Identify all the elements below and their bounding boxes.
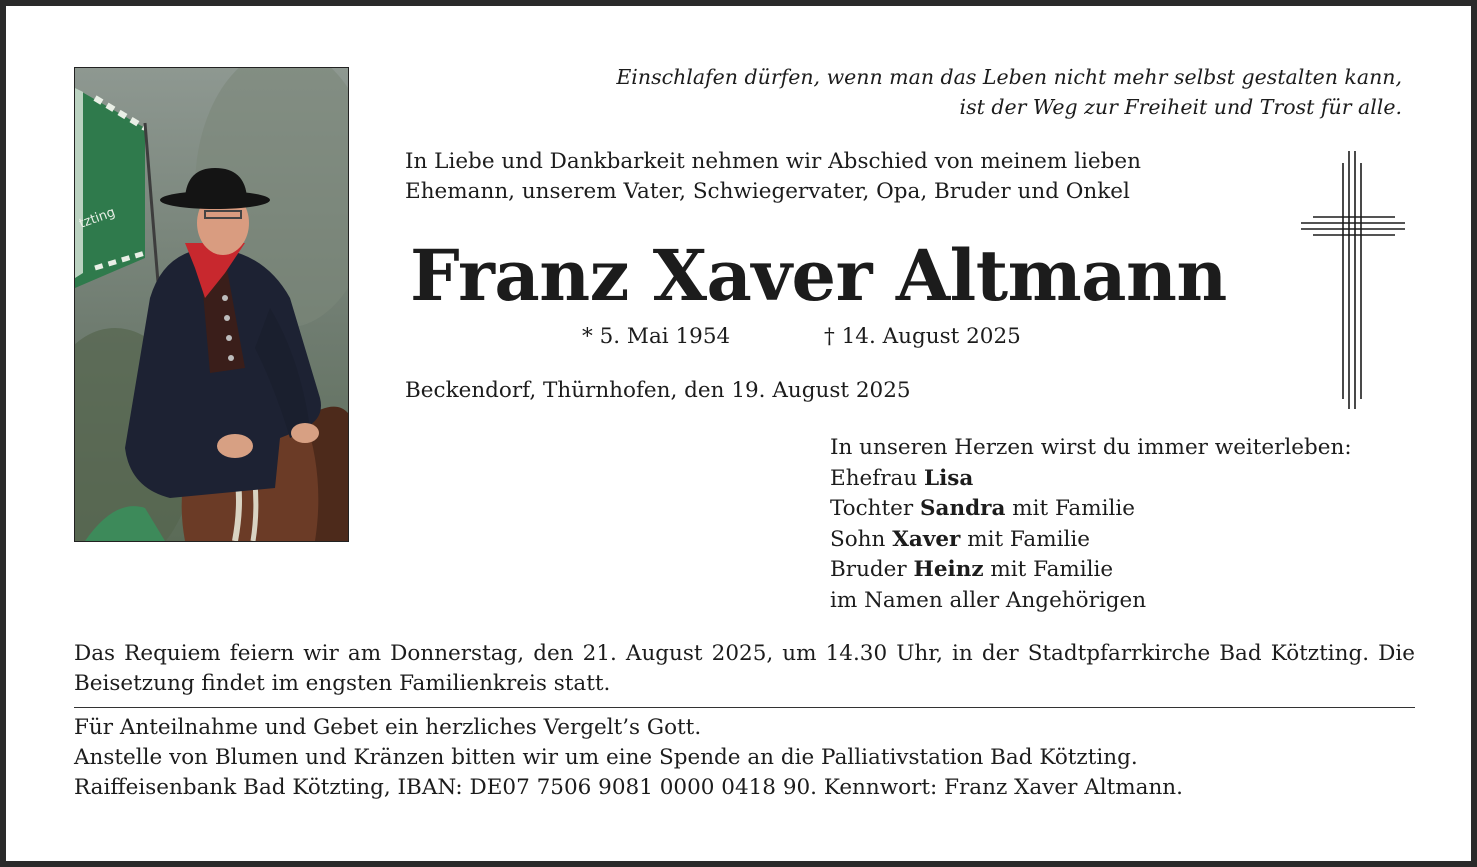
family-member-name: Xaver bbox=[892, 526, 961, 552]
family-member-name: Sandra bbox=[920, 496, 1006, 521]
family-member bbox=[830, 555, 1352, 586]
flag-text: tzting bbox=[77, 204, 118, 232]
family-relation: Ehefrau bbox=[830, 465, 918, 491]
family-relation: Tochter bbox=[830, 496, 914, 521]
death-date: † 14. August 2025 bbox=[824, 324, 1021, 349]
family-relation: Bruder bbox=[830, 557, 907, 582]
place-date: Beckendorf, Thürnhofen, den 19. August 2025 bbox=[405, 378, 911, 403]
family-suffix: mit Familie bbox=[1012, 496, 1135, 521]
family-suffix: mit Familie bbox=[990, 557, 1114, 582]
motto-line-2: ist der Weg zur Freiheit und Trost für alle. bbox=[959, 95, 1402, 119]
family-suffix: mit Familie bbox=[967, 526, 1090, 552]
intro-text bbox=[405, 147, 1141, 207]
requiem-notice: Das Requiem feiern wir am Donnerstag, den 21. August 2025, um 14.30 Uhr, in der Stadtpfarrkirche Bad Kötzting. Die Beisetzung findet im engsten Familienkreis statt. bbox=[74, 641, 1415, 696]
portrait-photo bbox=[74, 67, 349, 542]
closing-line-1: Für Anteilnahme und Gebet ein herzliches Vergelt’s Gott. bbox=[74, 715, 702, 740]
intro-line-1: In Liebe und Dankbarkeit nehmen wir Abschied von meinem lieben bbox=[405, 149, 1141, 174]
birth-date: * 5. Mai 1954 bbox=[582, 324, 731, 349]
family-member bbox=[830, 525, 1352, 556]
family-member-name: Heinz bbox=[913, 557, 984, 582]
closing-line-3: Raiffeisenbank Bad Kötzting, IBAN: DE07 7506 9081 0000 0418 90. Kennwort: Franz Xaver Altmann. bbox=[74, 775, 1183, 800]
divider bbox=[74, 707, 1415, 708]
cross-icon bbox=[1299, 151, 1409, 417]
family-member-name: Lisa bbox=[924, 465, 974, 491]
motto-quote bbox=[442, 62, 1402, 122]
family-relation: Sohn bbox=[830, 526, 886, 552]
closing-text bbox=[74, 713, 1183, 803]
motto-line-1: Einschlafen dürfen, wenn man das Leben nicht mehr selbst gestalten kann, bbox=[616, 65, 1402, 89]
deceased-name: Franz Xaver Altmann bbox=[410, 234, 1227, 317]
family-member bbox=[830, 464, 1352, 495]
family-member bbox=[830, 494, 1352, 525]
intro-line-2: Ehemann, unserem Vater, Schwiegervater, Opa, Bruder und Onkel bbox=[405, 179, 1130, 204]
closing-line-2: Anstelle von Blumen und Kränzen bitten wir um eine Spende an die Palliativstation Bad Kötzting. bbox=[74, 745, 1138, 770]
family-heading: In unseren Herzen wirst du immer weiterleben: bbox=[830, 435, 1352, 460]
family-list bbox=[830, 433, 1352, 616]
family-closing: im Namen aller Angehörigen bbox=[830, 587, 1147, 613]
